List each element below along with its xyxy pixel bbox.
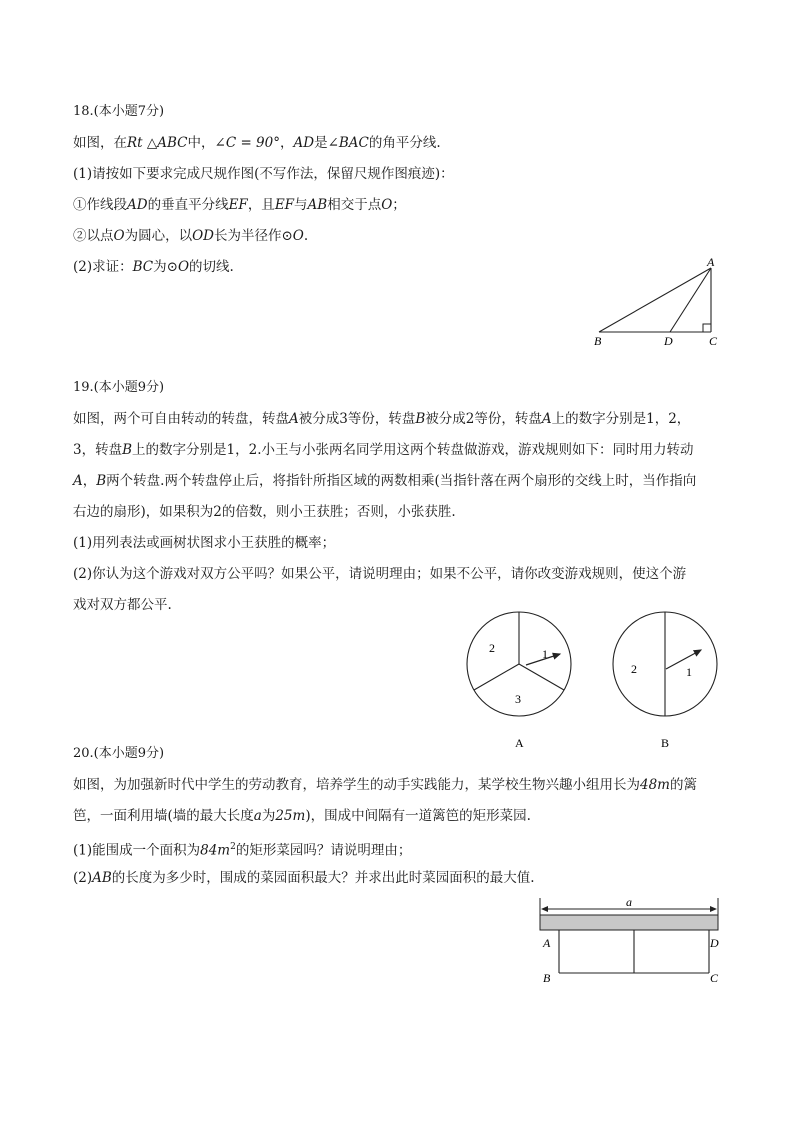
spinner-b-sector-2: 2 bbox=[631, 662, 637, 676]
spinner-a bbox=[468, 605, 578, 755]
q18-part2: (2)求证：BC为⊙O的切线. bbox=[73, 259, 234, 275]
vertex-label-c: C bbox=[709, 334, 718, 348]
q18-heading: 18.(本小题7分) bbox=[73, 104, 165, 119]
q19-heading: 19.(本小题9分) bbox=[73, 380, 165, 395]
q18-step1: ①作线段AD的垂直平分线EF，且EF与AB相交于点O； bbox=[73, 197, 406, 213]
q20-part2: (2)AB的长度为多少时，围成的菜园面积最大？并求出此时菜园面积的最大值. bbox=[73, 870, 535, 886]
spinner-b-pointer-arrow bbox=[666, 650, 701, 669]
q18-step2: ②以点O为圆心，以OD长为半径作⊙O. bbox=[73, 228, 309, 244]
q19-line3: A，B两个转盘.两个转盘停止后，将指针所指区域的两数相乘(当指针落在两个扇形的交线上时，当作指向 bbox=[73, 473, 697, 489]
corner-label-b: B bbox=[543, 971, 551, 985]
side-ab bbox=[599, 268, 711, 332]
q19-line4: 右边的扇形)，如果积为2的倍数，则小王获胜；否则，小张获胜. bbox=[73, 504, 456, 520]
q19-part2-line1: (2)你认为这个游戏对双方公平吗？如果公平，请说明理由；如果不公平，请你改变游戏规则，使这个游 bbox=[73, 566, 687, 582]
corner-label-c: C bbox=[710, 971, 719, 985]
spinner-b-label: B bbox=[661, 736, 670, 750]
q20-line2: 笆，一面利用墙(墙的最大长度a为25m)，围成中间隔有一道篱笆的矩形菜园. bbox=[73, 808, 531, 824]
q20-garden-figure bbox=[530, 893, 730, 988]
q18-part1: (1)请按如下要求完成尺规作图(不写作法，保留尺规作图痕迹)： bbox=[73, 166, 454, 182]
vertex-label-a: A bbox=[707, 255, 715, 269]
spinner-b-sector-1: 1 bbox=[686, 665, 692, 679]
q19-part1: (1)用列表法或画树状图求小王获胜的概率； bbox=[73, 535, 336, 551]
vertex-label-d: D bbox=[664, 334, 673, 348]
spinner-a-sector-2: 2 bbox=[489, 641, 495, 655]
segment-ad bbox=[670, 268, 711, 332]
right-angle-mark bbox=[703, 324, 711, 332]
q19-line2: 3，转盘B上的数字分别是1，2.小王与小张两名同学用这两个转盘做游戏，游戏规则如下：同时用力转动 bbox=[73, 442, 694, 458]
q20-line1: 如图，为加强新时代中学生的劳动教育，培养学生的动手实践能力，某学校生物兴趣小组用长为48m的篱 bbox=[73, 777, 697, 793]
q20-heading: 20.(本小题9分) bbox=[73, 746, 165, 761]
corner-label-d: D bbox=[710, 936, 719, 950]
spinner-a-divider-right bbox=[519, 664, 564, 690]
spinner-a-sector-3: 3 bbox=[515, 692, 521, 706]
wall bbox=[540, 915, 718, 930]
corner-label-a: A bbox=[543, 936, 551, 950]
spinner-a-divider-left bbox=[474, 664, 519, 690]
spinner-a-label: A bbox=[515, 736, 524, 750]
spinner-b bbox=[610, 605, 720, 755]
spinner-a-sector-1: 1 bbox=[542, 647, 548, 661]
wall-length-label: a bbox=[626, 895, 632, 909]
vertex-label-b: B bbox=[594, 334, 602, 348]
q20-part1: (1)能围成一个面积为$84m^2$的矩形菜园吗？请说明理由； bbox=[73, 842, 412, 859]
q19-part2-line2: 戏对双方都公平. bbox=[73, 597, 172, 613]
q18-triangle-figure bbox=[585, 252, 725, 352]
q18-statement: 如图，在Rt △ABC中，∠C = 90°，AD是∠BAC的角平分线. bbox=[73, 135, 441, 151]
q19-line1: 如图，两个可自由转动的转盘，转盘A被分成3等份，转盘B被分成2等份，转盘A上的数字分别是1，2， bbox=[73, 411, 691, 427]
